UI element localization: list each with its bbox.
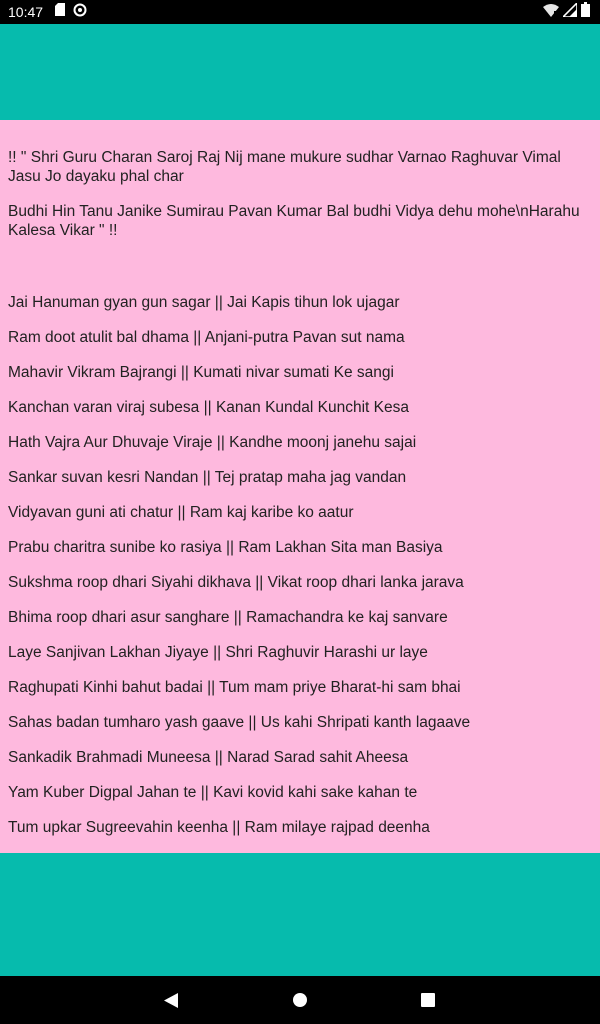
verse-line-2: Ram doot atulit bal dhama || Anjani-putra Pavan sut nama <box>8 329 405 346</box>
home-button[interactable] <box>290 990 310 1010</box>
doha-intro-2: Budhi Hin Tanu Janike Sumirau Pavan Kumar Bal budhi Vidya dehu mohe\nHarahu Kalesa Vikar " !! <box>8 203 580 239</box>
verse-line-10: Bhima roop dhari asur sanghare || Ramachandra ke kaj sanvare <box>8 609 448 626</box>
status-notification-icons <box>55 5 87 19</box>
wifi-icon <box>543 3 559 22</box>
home-icon <box>292 992 308 1008</box>
verse-line-8: Prabu charitra sunibe ko rasiya || Ram Lakhan Sita man Basiya <box>8 539 443 556</box>
recents-button[interactable] <box>418 990 438 1010</box>
status-bar <box>0 0 600 24</box>
lyrics-content <box>0 120 600 853</box>
verse-line-12: Raghupati Kinhi bahut badai || Tum mam priye Bharat-hi sam bhai <box>8 679 461 696</box>
doha-intro-1: !! " Shri Guru Charan Saroj Raj Nij mane mukure sudhar Varnao Raghuvar Vimal Jasu Jo dayaku phal char <box>8 149 561 185</box>
sd-card-icon <box>55 3 65 21</box>
verse-line-9: Sukshma roop dhari Siyahi dikhava || Vikat roop dhari lanka jarava <box>8 574 464 591</box>
verse-line-15: Yam Kuber Digpal Jahan te || Kavi kovid kahi sake kahan te <box>8 784 418 801</box>
battery-icon <box>581 2 590 22</box>
sync-icon <box>73 3 87 22</box>
lyrics-scroll[interactable] <box>0 120 600 853</box>
verse-line-6: Sankar suvan kesri Nandan || Tej pratap maha jag vandan <box>8 469 407 486</box>
navigation-bar <box>0 976 600 1024</box>
signal-icon <box>563 3 577 22</box>
verse-line-13: Sahas badan tumharo yash gaave || Us kahi Shripati kanth lagaave <box>8 714 471 731</box>
verse-line-3: Mahavir Vikram Bajrangi || Kumati nivar sumati Ke sangi <box>8 364 394 381</box>
status-system-icons <box>543 4 590 20</box>
top-banner <box>0 24 600 120</box>
verse-line-1: Jai Hanuman gyan gun sagar || Jai Kapis tihun lok ujagar <box>8 294 400 311</box>
bottom-banner <box>0 853 600 976</box>
status-time: 10:47 <box>8 4 44 20</box>
back-icon <box>163 992 179 1009</box>
verse-line-4: Kanchan varan viraj subesa || Kanan Kundal Kunchit Kesa <box>8 399 409 416</box>
back-button[interactable] <box>161 990 181 1010</box>
verse-line-16: Tum upkar Sugreevahin keenha || Ram milaye rajpad deenha <box>8 819 430 836</box>
verse-line-7: Vidyavan guni ati chatur || Ram kaj karibe ko aatur <box>8 504 354 521</box>
verse-line-11: Laye Sanjivan Lakhan Jiyaye || Shri Raghuvir Harashi ur laye <box>8 644 428 661</box>
recents-icon <box>420 992 436 1008</box>
verse-line-14: Sankadik Brahmadi Muneesa || Narad Sarad sahit Aheesa <box>8 749 409 766</box>
verse-line-5: Hath Vajra Aur Dhuvaje Viraje || Kandhe moonj janehu sajai <box>8 434 417 451</box>
